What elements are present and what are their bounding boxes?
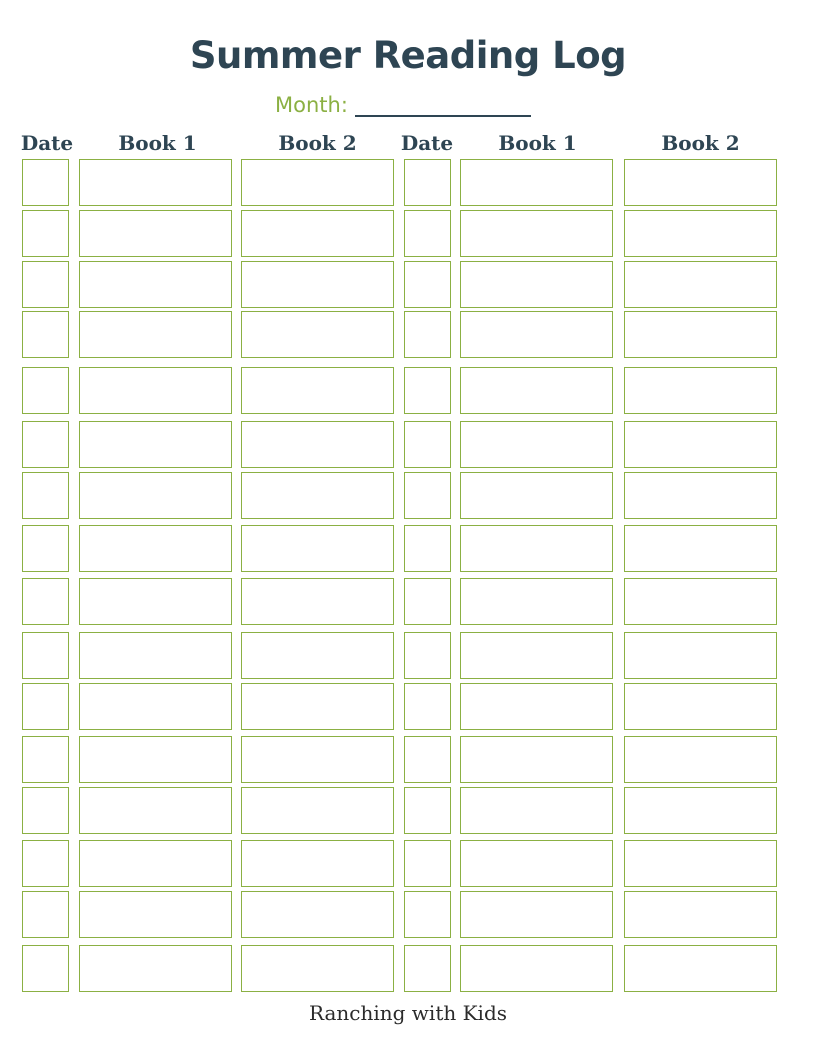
- log-cell-book1-right-row-8[interactable]: [460, 525, 613, 572]
- log-cell-book2-right-row-3[interactable]: [624, 261, 777, 308]
- log-cell-date-right-row-14[interactable]: [404, 840, 451, 887]
- log-cell-date-left-row-8[interactable]: [22, 525, 69, 572]
- log-cell-book1-left-row-11[interactable]: [79, 683, 232, 730]
- log-cell-date-right-row-6[interactable]: [404, 421, 451, 468]
- log-cell-book2-left-row-9[interactable]: [241, 578, 394, 625]
- log-cell-book2-left-row-14[interactable]: [241, 840, 394, 887]
- log-cell-book1-right-row-1[interactable]: [460, 159, 613, 206]
- column-header-book2-right: Book 2: [661, 131, 740, 155]
- month-label: Month:: [275, 93, 348, 117]
- log-cell-date-left-row-11[interactable]: [22, 683, 69, 730]
- log-cell-date-right-row-8[interactable]: [404, 525, 451, 572]
- page-title: Summer Reading Log: [189, 34, 627, 77]
- log-cell-date-left-row-5[interactable]: [22, 367, 69, 414]
- log-cell-book1-right-row-4[interactable]: [460, 311, 613, 358]
- log-cell-date-left-row-7[interactable]: [22, 472, 69, 519]
- log-cell-book2-right-row-4[interactable]: [624, 311, 777, 358]
- footer-credit: Ranching with Kids: [308, 1001, 508, 1025]
- log-cell-date-left-row-15[interactable]: [22, 891, 69, 938]
- log-cell-book2-left-row-2[interactable]: [241, 210, 394, 257]
- log-cell-book2-right-row-7[interactable]: [624, 472, 777, 519]
- log-cell-date-left-row-13[interactable]: [22, 787, 69, 834]
- column-header-book1-right: Book 1: [498, 131, 577, 155]
- log-cell-date-right-row-10[interactable]: [404, 632, 451, 679]
- log-cell-book1-left-row-2[interactable]: [79, 210, 232, 257]
- log-cell-book1-right-row-6[interactable]: [460, 421, 613, 468]
- log-cell-book2-left-row-4[interactable]: [241, 311, 394, 358]
- log-cell-date-left-row-9[interactable]: [22, 578, 69, 625]
- log-cell-date-left-row-16[interactable]: [22, 945, 69, 992]
- column-header-date-right: Date: [400, 131, 454, 155]
- log-cell-book2-right-row-2[interactable]: [624, 210, 777, 257]
- log-cell-book2-right-row-14[interactable]: [624, 840, 777, 887]
- month-field: [275, 90, 531, 120]
- log-cell-book1-right-row-9[interactable]: [460, 578, 613, 625]
- log-cell-book1-left-row-12[interactable]: [79, 736, 232, 783]
- month-blank-line[interactable]: [355, 115, 531, 117]
- log-cell-book2-right-row-10[interactable]: [624, 632, 777, 679]
- log-cell-book1-left-row-8[interactable]: [79, 525, 232, 572]
- log-cell-book1-left-row-5[interactable]: [79, 367, 232, 414]
- log-cell-date-right-row-7[interactable]: [404, 472, 451, 519]
- log-cell-book1-right-row-15[interactable]: [460, 891, 613, 938]
- log-cell-date-right-row-15[interactable]: [404, 891, 451, 938]
- log-cell-date-right-row-11[interactable]: [404, 683, 451, 730]
- log-cell-book1-right-row-16[interactable]: [460, 945, 613, 992]
- log-cell-date-left-row-14[interactable]: [22, 840, 69, 887]
- log-cell-date-right-row-9[interactable]: [404, 578, 451, 625]
- log-cell-book2-right-row-11[interactable]: [624, 683, 777, 730]
- log-cell-date-left-row-10[interactable]: [22, 632, 69, 679]
- log-cell-book1-right-row-11[interactable]: [460, 683, 613, 730]
- log-cell-book2-right-row-12[interactable]: [624, 736, 777, 783]
- log-cell-book2-right-row-6[interactable]: [624, 421, 777, 468]
- log-cell-book1-left-row-15[interactable]: [79, 891, 232, 938]
- log-cell-book1-left-row-4[interactable]: [79, 311, 232, 358]
- log-cell-book2-right-row-9[interactable]: [624, 578, 777, 625]
- log-cell-book1-left-row-6[interactable]: [79, 421, 232, 468]
- log-cell-book2-left-row-6[interactable]: [241, 421, 394, 468]
- log-cell-book2-left-row-7[interactable]: [241, 472, 394, 519]
- log-cell-date-left-row-12[interactable]: [22, 736, 69, 783]
- log-cell-book1-left-row-16[interactable]: [79, 945, 232, 992]
- log-cell-book1-right-row-5[interactable]: [460, 367, 613, 414]
- log-cell-date-right-row-2[interactable]: [404, 210, 451, 257]
- log-cell-date-left-row-4[interactable]: [22, 311, 69, 358]
- log-cell-book1-left-row-3[interactable]: [79, 261, 232, 308]
- log-cell-book2-left-row-15[interactable]: [241, 891, 394, 938]
- log-cell-book2-right-row-13[interactable]: [624, 787, 777, 834]
- log-cell-book1-right-row-3[interactable]: [460, 261, 613, 308]
- log-cell-book1-right-row-2[interactable]: [460, 210, 613, 257]
- log-cell-book2-right-row-5[interactable]: [624, 367, 777, 414]
- log-cell-book1-left-row-1[interactable]: [79, 159, 232, 206]
- log-cell-book2-right-row-1[interactable]: [624, 159, 777, 206]
- log-cell-book1-right-row-10[interactable]: [460, 632, 613, 679]
- log-cell-date-left-row-1[interactable]: [22, 159, 69, 206]
- log-cell-book1-right-row-14[interactable]: [460, 840, 613, 887]
- log-cell-book2-right-row-15[interactable]: [624, 891, 777, 938]
- log-cell-date-left-row-2[interactable]: [22, 210, 69, 257]
- log-cell-book2-left-row-10[interactable]: [241, 632, 394, 679]
- log-cell-date-right-row-16[interactable]: [404, 945, 451, 992]
- column-header-date-left: Date: [20, 131, 74, 155]
- log-cell-book1-right-row-13[interactable]: [460, 787, 613, 834]
- log-cell-book2-left-row-8[interactable]: [241, 525, 394, 572]
- log-cell-book1-right-row-7[interactable]: [460, 472, 613, 519]
- log-cell-book2-left-row-12[interactable]: [241, 736, 394, 783]
- log-cell-book2-left-row-5[interactable]: [241, 367, 394, 414]
- log-cell-book1-left-row-7[interactable]: [79, 472, 232, 519]
- log-cell-date-right-row-3[interactable]: [404, 261, 451, 308]
- log-cell-date-right-row-1[interactable]: [404, 159, 451, 206]
- log-cell-book2-left-row-13[interactable]: [241, 787, 394, 834]
- log-cell-book2-left-row-16[interactable]: [241, 945, 394, 992]
- log-cell-book1-right-row-12[interactable]: [460, 736, 613, 783]
- log-cell-book2-right-row-16[interactable]: [624, 945, 777, 992]
- log-cell-book2-left-row-1[interactable]: [241, 159, 394, 206]
- log-cell-date-right-row-12[interactable]: [404, 736, 451, 783]
- column-header-book1-left: Book 1: [118, 131, 197, 155]
- log-cell-book1-left-row-10[interactable]: [79, 632, 232, 679]
- log-cell-date-right-row-13[interactable]: [404, 787, 451, 834]
- log-cell-book2-right-row-8[interactable]: [624, 525, 777, 572]
- log-cell-book1-left-row-13[interactable]: [79, 787, 232, 834]
- log-cell-date-right-row-5[interactable]: [404, 367, 451, 414]
- log-cell-date-left-row-6[interactable]: [22, 421, 69, 468]
- log-cell-book1-left-row-9[interactable]: [79, 578, 232, 625]
- log-cell-book2-left-row-3[interactable]: [241, 261, 394, 308]
- log-cell-date-left-row-3[interactable]: [22, 261, 69, 308]
- log-cell-date-right-row-4[interactable]: [404, 311, 451, 358]
- column-header-book2-left: Book 2: [278, 131, 357, 155]
- log-cell-book2-left-row-11[interactable]: [241, 683, 394, 730]
- log-cell-book1-left-row-14[interactable]: [79, 840, 232, 887]
